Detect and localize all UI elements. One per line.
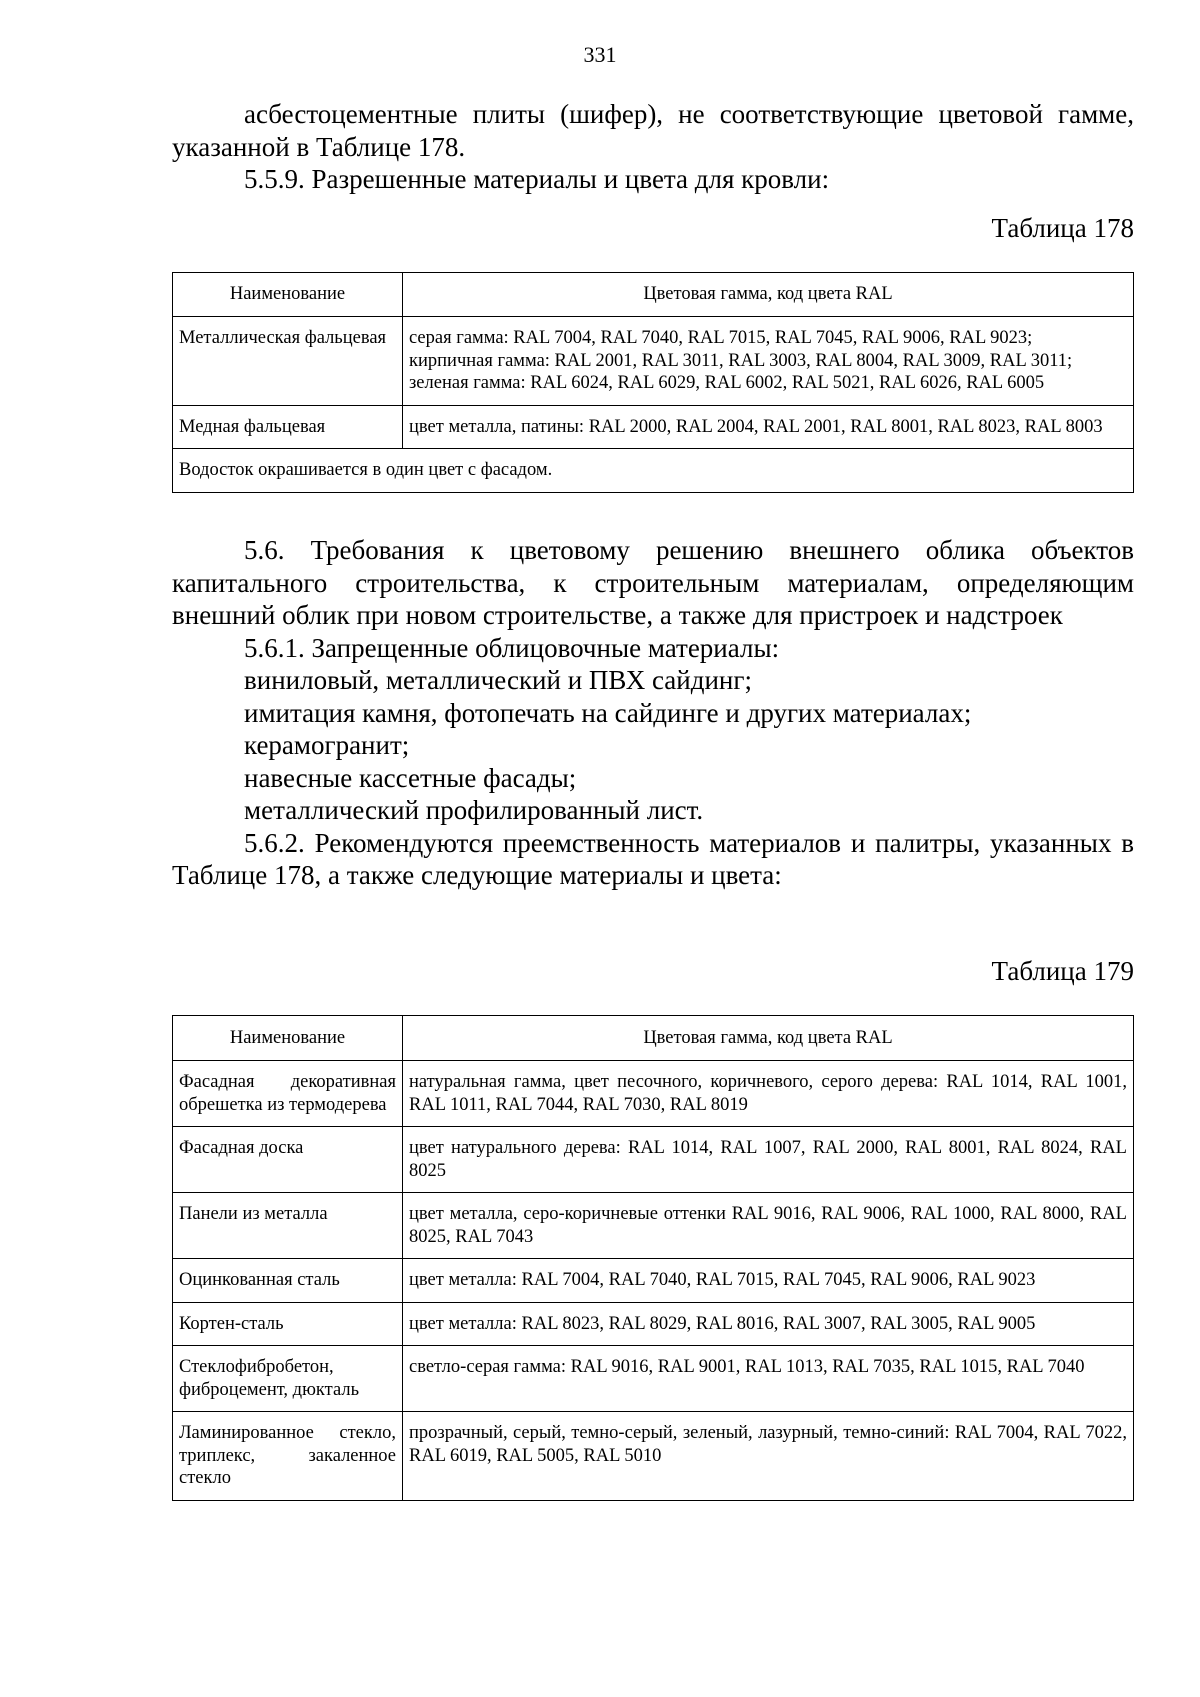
page-number: 331 xyxy=(583,42,617,67)
table-header-name: Наименование xyxy=(173,273,403,317)
table-179-caption: Таблица 179 xyxy=(991,956,1134,986)
row-name-cell: Оцинкованная сталь xyxy=(173,1259,403,1303)
row-colors-cell: цвет металла: RAL 8023, RAL 8029, RAL 8016, RAL 3007, RAL 3005, RAL 9005 xyxy=(403,1302,1134,1346)
intro-paragraph: асбестоцементные плиты (шифер), не соответствующие цветовой гамме, указанной в Таблице 178. xyxy=(172,99,1134,162)
table-row xyxy=(173,1061,1134,1127)
row-name-cell: Кортен-сталь xyxy=(173,1302,403,1346)
row-colors-cell: натуральная гамма, цвет песочного, коричневого, серого дерева: RAL 1014, RAL 1001, RAL 1011, RAL 7044, RAL 7030, RAL 8019 xyxy=(403,1061,1134,1127)
section-5-6-2-text: 5.6.2. Рекомендуются преемственность материалов и палитры, указанных в Таблице 178, а также следующие материалы и цвета: xyxy=(172,827,1134,890)
color-line: серая гамма: RAL 7004, RAL 7040, RAL 7015, RAL 7045, RAL 9006, RAL 9023; xyxy=(409,328,1033,348)
section-5-6-1-heading: 5.6.1. Запрещенные облицовочные материалы: xyxy=(244,632,780,663)
table-row xyxy=(173,1346,1134,1412)
list-item: металлический профилированный лист. xyxy=(244,795,704,825)
table-178-caption: Таблица 178 xyxy=(991,213,1134,243)
row-colors-cell: светло-серая гамма: RAL 9016, RAL 9001, RAL 1013, RAL 7035, RAL 1015, RAL 7040 xyxy=(403,1346,1134,1412)
table-header-name: Наименование xyxy=(173,1016,403,1061)
row-name-cell: Фасадная декоративная обрешетка из термодерева xyxy=(173,1061,403,1127)
section-5-6 xyxy=(172,534,1134,892)
table-row xyxy=(173,1412,1134,1501)
list-item: виниловый, металлический и ПВХ сайдинг; xyxy=(244,665,752,695)
table-row xyxy=(173,317,1134,406)
row-name-cell: Металлическая фальцевая xyxy=(173,317,403,406)
table-row xyxy=(173,1193,1134,1259)
row-name-cell: Стеклофибробетон, фиброцемент, дюкталь xyxy=(173,1346,403,1412)
table-note-row xyxy=(173,449,1134,493)
row-name-cell: Фасадная доска xyxy=(173,1127,403,1193)
list-item: керамогранит; xyxy=(244,730,410,760)
row-name-cell: Медная фальцевая xyxy=(173,405,403,449)
intro-text xyxy=(172,98,1134,196)
table-row xyxy=(173,1259,1134,1303)
section-5-5-9-heading: 5.5.9. Разрешенные материалы и цвета для кровли: xyxy=(244,164,830,194)
row-colors-cell: цвет металла, патины: RAL 2000, RAL 2004, RAL 2001, RAL 8001, RAL 8023, RAL 8003 xyxy=(403,405,1134,449)
section-5-6-heading: 5.6. Требования к цветовому решению внешнего облика объектов капитального строительства, к строительным материалам, определяющим внешний облик при новом строительстве, а также для пристроек и надстроек xyxy=(172,535,1134,630)
color-line: зеленая гамма: RAL 6024, RAL 6029, RAL 6002, RAL 5021, RAL 6026, RAL 6005 xyxy=(409,373,1045,393)
table-row xyxy=(173,1302,1134,1346)
list-item: имитация камня, фотопечать на сайдинге и других материалах; xyxy=(244,697,972,728)
table-header-colors: Цветовая гамма, код цвета RAL xyxy=(403,1016,1134,1061)
row-name-cell: Ламинированное стекло, триплекс, закаленное стекло xyxy=(173,1412,403,1501)
row-colors-cell xyxy=(403,317,1134,406)
table-178 xyxy=(172,272,1134,493)
table-row xyxy=(173,1127,1134,1193)
table-row xyxy=(173,405,1134,449)
table-header-colors: Цветовая гамма, код цвета RAL xyxy=(403,273,1134,317)
row-colors-cell: цвет металла: RAL 7004, RAL 7040, RAL 7015, RAL 7045, RAL 9006, RAL 9023 xyxy=(403,1259,1134,1303)
row-name-cell: Панели из металла xyxy=(173,1193,403,1259)
row-colors-cell: цвет металла, серо-коричневые оттенки RAL 9016, RAL 9006, RAL 1000, RAL 8000, RAL 8025, RAL 7043 xyxy=(403,1193,1134,1259)
row-colors-cell: прозрачный, серый, темно-серый, зеленый, лазурный, темно-синий: RAL 7004, RAL 7022, RAL 6019, RAL 5005, RAL 5010 xyxy=(403,1412,1134,1501)
table-note: Водосток окрашивается в один цвет с фасадом. xyxy=(173,449,1134,493)
table-header-row xyxy=(173,1016,1134,1061)
row-colors-cell: цвет натурального дерева: RAL 1014, RAL 1007, RAL 2000, RAL 8001, RAL 8024, RAL 8025 xyxy=(403,1127,1134,1193)
color-line: кирпичная гамма: RAL 2001, RAL 3011, RAL 3003, RAL 8004, RAL 3009, RAL 3011; xyxy=(409,350,1073,371)
table-header-row xyxy=(173,273,1134,317)
table-179 xyxy=(172,1015,1134,1501)
list-item: навесные кассетные фасады; xyxy=(244,762,577,793)
